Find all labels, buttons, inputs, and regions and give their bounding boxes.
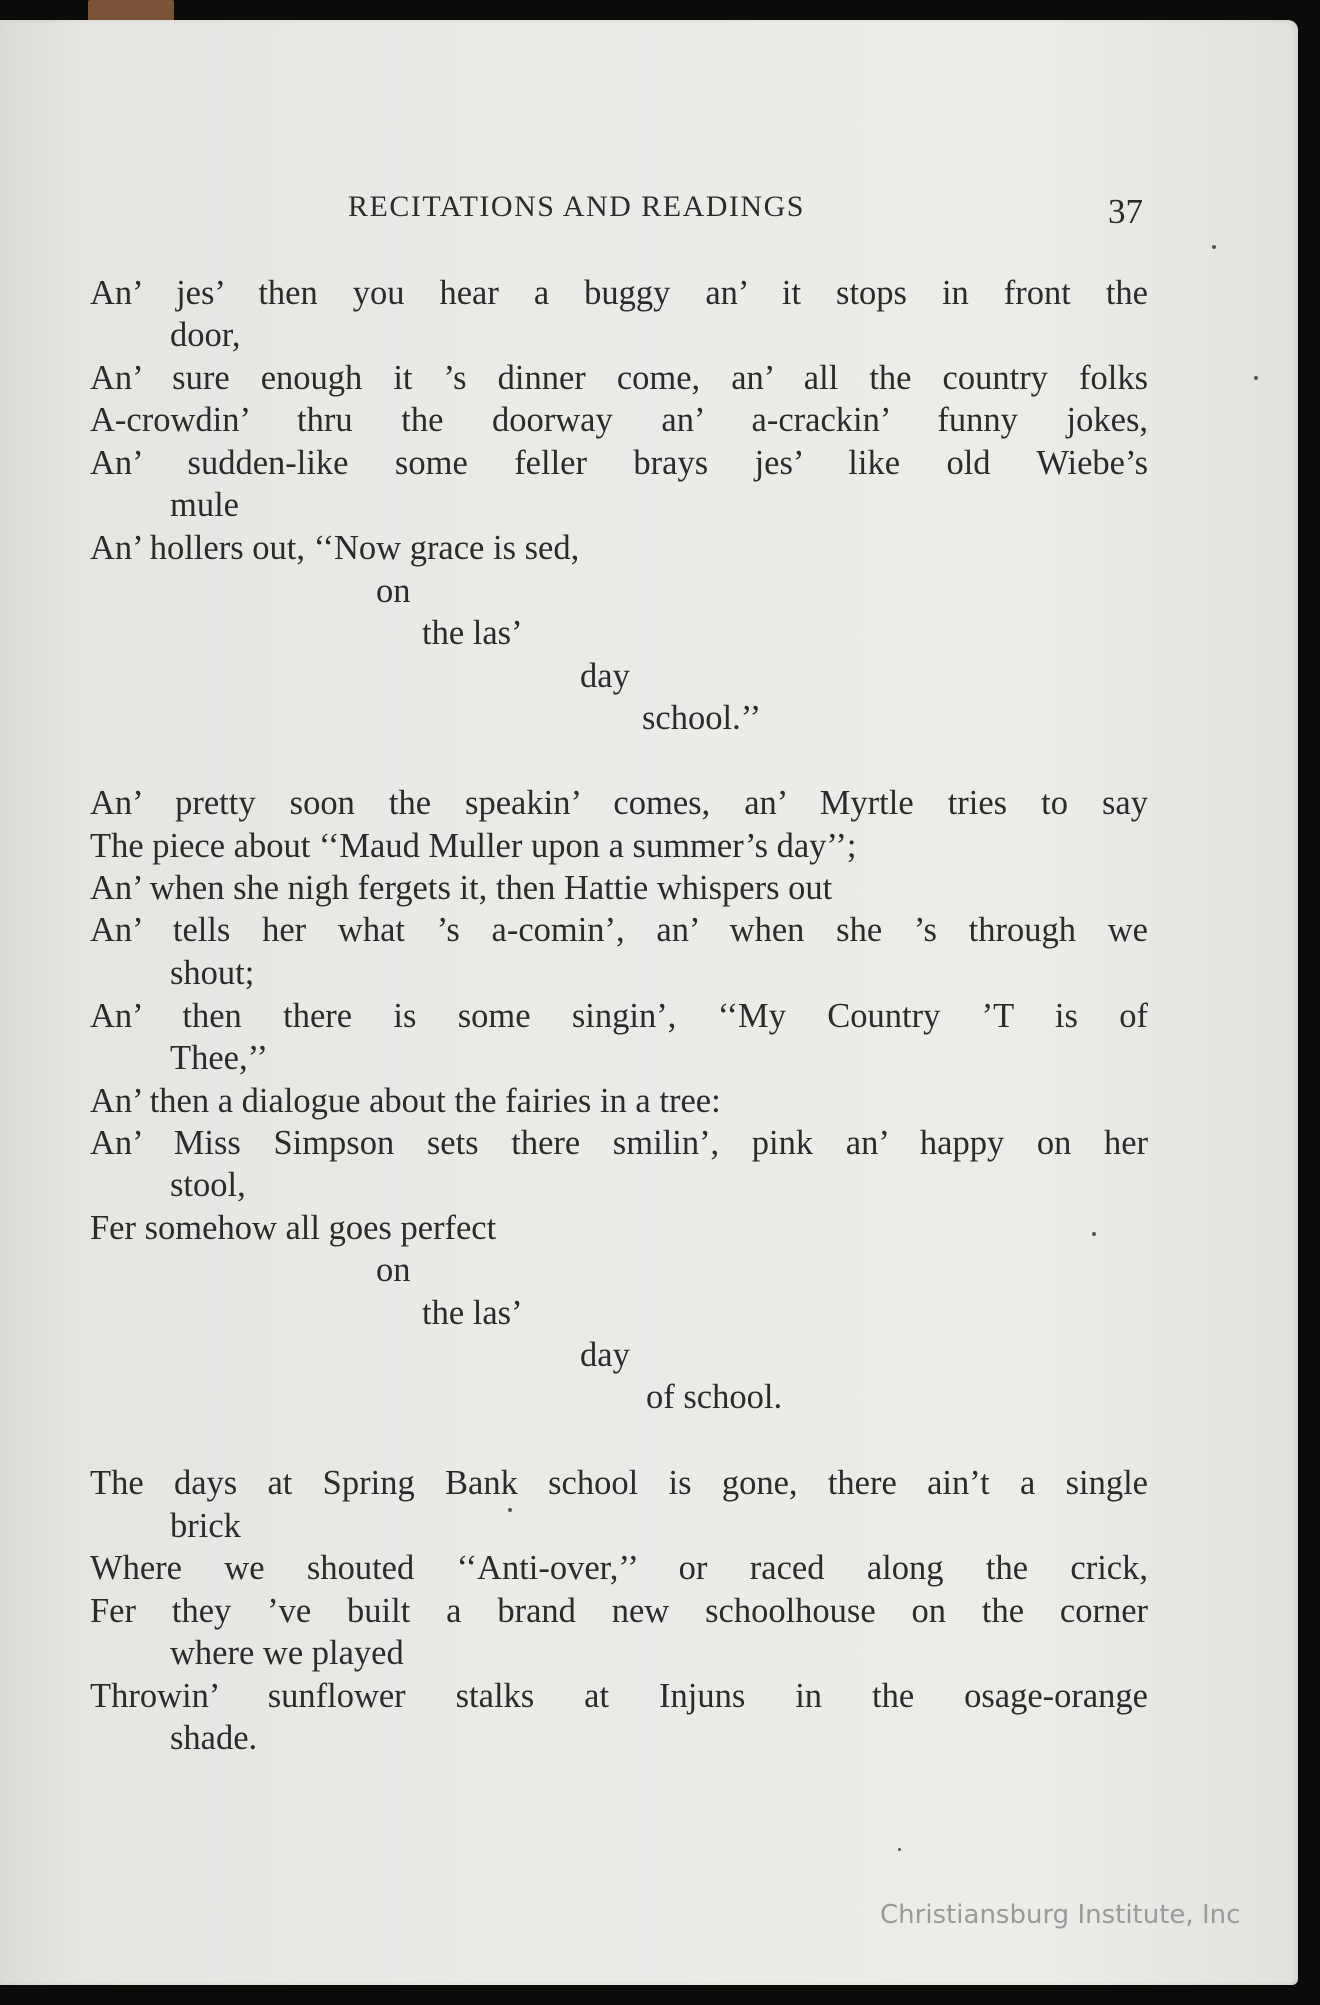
poem-line-stepped: day [580,657,630,695]
poem-line: An’ hollers out, ‘‘Now grace is sed, [90,529,580,567]
poem-line: An’ then a dialogue about the fairies in a tree: [90,1082,721,1120]
poem-line: Throwin’ sunflower stalks at Injuns in the osage-orange [90,1677,1148,1715]
paper-speck [898,1848,901,1851]
poem-line-stepped: the las’ [422,1294,523,1332]
watermark: Christiansburg Institute, Inc [880,1900,1241,1930]
page-number: 37 [1108,192,1143,231]
poem-line: An’ when she nigh fergets it, then Hattie whispers out [90,869,833,907]
poem-line-stepped: on [376,572,411,610]
poem-line: An’ then there is some singin’, ‘‘My Country ’T is of [90,997,1148,1035]
book-edge-tab [88,0,174,22]
poem-line: shout; [170,954,255,992]
poem-line: The piece about ‘‘Maud Muller upon a summer’s day’’; [90,827,857,865]
poem-line: Thee,’’ [170,1039,268,1077]
poem-line: An’ sudden-like some feller brays jes’ like old Wiebe’s [90,444,1148,482]
poem-line: An’ Miss Simpson sets there smilin’, pink an’ happy on her [90,1124,1148,1162]
poem-line: mule [170,486,239,524]
poem-line-stepped: of school. [646,1378,783,1416]
poem-line: where we played [170,1634,404,1672]
poem-line: Where we shouted ‘‘Anti-over,’’ or raced along the crick, [90,1549,1148,1587]
poem-line: An’ tells her what ’s a-comin’, an’ when she ’s through we [90,911,1148,949]
poem-line: A-crowdin’ thru the doorway an’ a-crackin’ funny jokes, [90,401,1148,439]
paper-speck [508,1508,512,1512]
poem-line: An’ sure enough it ’s dinner come, an’ all the country folks [90,359,1148,397]
poem-line: Fer they ’ve built a brand new schoolhouse on the corner [90,1592,1148,1630]
poem-line: stool, [170,1166,246,1204]
poem-line: The days at Spring Bank school is gone, there ain’t a single [90,1464,1148,1502]
poem-line-stepped: on [376,1251,411,1289]
poem-line: An’ pretty soon the speakin’ comes, an’ Myrtle tries to say [90,784,1148,822]
poem-line: door, [170,316,241,354]
poem-line: shade. [170,1719,258,1757]
poem-line-stepped: the las’ [422,614,523,652]
paper-speck [1092,1232,1096,1236]
poem-line-stepped: day [580,1336,630,1374]
paper-speck [1212,245,1216,249]
poem-line: brick [170,1507,241,1545]
poem-line-stepped: school.’’ [642,699,762,737]
running-head: RECITATIONS AND READINGS [348,190,805,223]
poem-line: An’ jes’ then you hear a buggy an’ it stops in front the [90,274,1148,312]
poem-line: Fer somehow all goes perfect [90,1209,497,1247]
paper-speck [1254,376,1258,380]
